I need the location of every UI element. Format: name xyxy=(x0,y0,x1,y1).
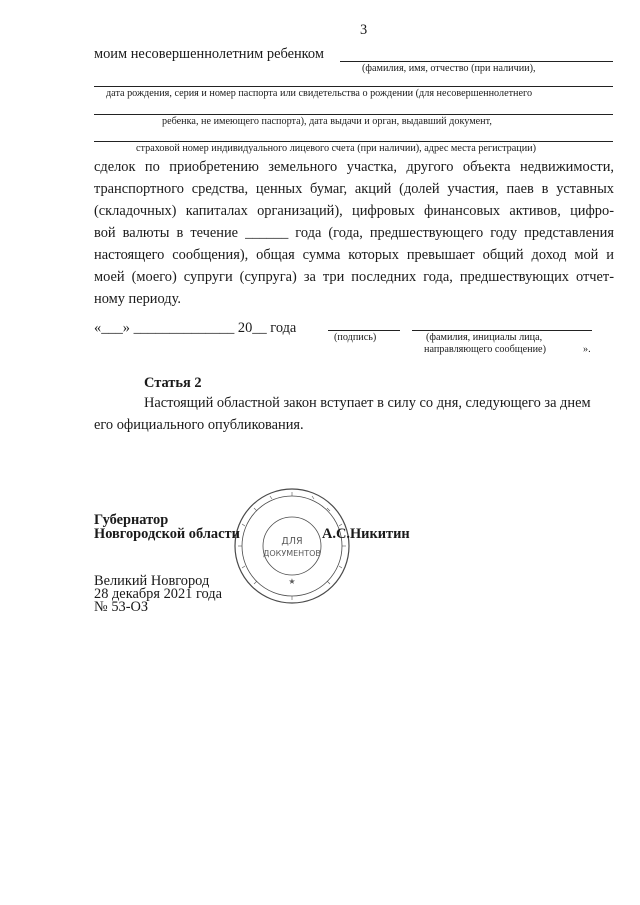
paragraph-line: настоящего сообщения), общая сумма которых превышает общий доход мой и xyxy=(94,247,614,263)
caption-birth-document: дата рождения, серия и номер паспорта или свидетельства о рождении (для несовершеннолетнего xyxy=(106,88,533,99)
place-city: Великий Новгород xyxy=(94,573,210,589)
paragraph-line: ному периоду. xyxy=(94,291,181,307)
article-text-line2: его официального опубликования. xyxy=(94,417,304,433)
caption-snils-address: страховой номер индивидуального лицевого счета (при наличии), адрес места регистрации) xyxy=(136,143,537,154)
child-line-label: моим несовершеннолетним ребенком xyxy=(94,46,324,62)
fill-line-child-name xyxy=(340,61,613,62)
seal-graphic xyxy=(232,486,352,606)
fill-line-document xyxy=(94,114,613,115)
name-line xyxy=(412,330,592,331)
name-caption-line2: направляющего сообщение) xyxy=(424,344,546,355)
seal-star-icon: ★ xyxy=(288,577,296,586)
official-seal xyxy=(232,486,352,606)
page-number: 3 xyxy=(360,22,368,38)
paragraph-line: вой валюты в течение ______ года (года, предшествующего году представления xyxy=(94,225,614,241)
fill-line-birth xyxy=(94,86,613,87)
paragraph-line: (складочных) капиталах организаций), цифровых финансовых активов, цифро- xyxy=(94,203,614,219)
paragraph-line: сделок по приобретению земельного участка, другого объекта недвижимости, xyxy=(94,159,614,175)
governor-title-line1: Губернатор xyxy=(94,512,169,528)
name-caption-line1: (фамилия, инициалы лица, xyxy=(426,332,543,343)
article-heading: Статья 2 xyxy=(144,375,202,391)
fill-line-snils xyxy=(94,141,613,142)
law-date: 28 декабря 2021 года xyxy=(94,586,223,602)
paragraph-line: транспортного средства, ценных бумаг, акций (долей участия, паев в уставных xyxy=(94,181,614,197)
seal-center-line1: ДЛЯ xyxy=(281,536,303,547)
signature-caption: (подпись) xyxy=(334,332,377,343)
article-text-line1: Настоящий областной закон вступает в силу со дня, следующего за днем xyxy=(144,395,591,411)
date-field: «___» ______________ 20__ года xyxy=(94,320,297,336)
signature-line xyxy=(328,330,400,331)
seal-center-line2: ДОКУМЕНТОВ xyxy=(263,549,321,558)
caption-document-issue: ребенка, не имеющего паспорта), дата выдачи и орган, выдавший документ, xyxy=(162,116,492,127)
governor-name: А.С.Никитин xyxy=(322,526,410,542)
law-number: № 53-ОЗ xyxy=(94,599,149,615)
paragraph-line: моей (моего) супруги (супруга) за три последних года, предшествующих отчет- xyxy=(94,269,614,285)
name-caption-end: ». xyxy=(583,344,591,355)
governor-title-line2: Новгородской области xyxy=(94,526,240,542)
transactions-paragraph xyxy=(94,156,614,310)
caption-full-name: (фамилия, имя, отчество (при наличии), xyxy=(362,63,536,74)
